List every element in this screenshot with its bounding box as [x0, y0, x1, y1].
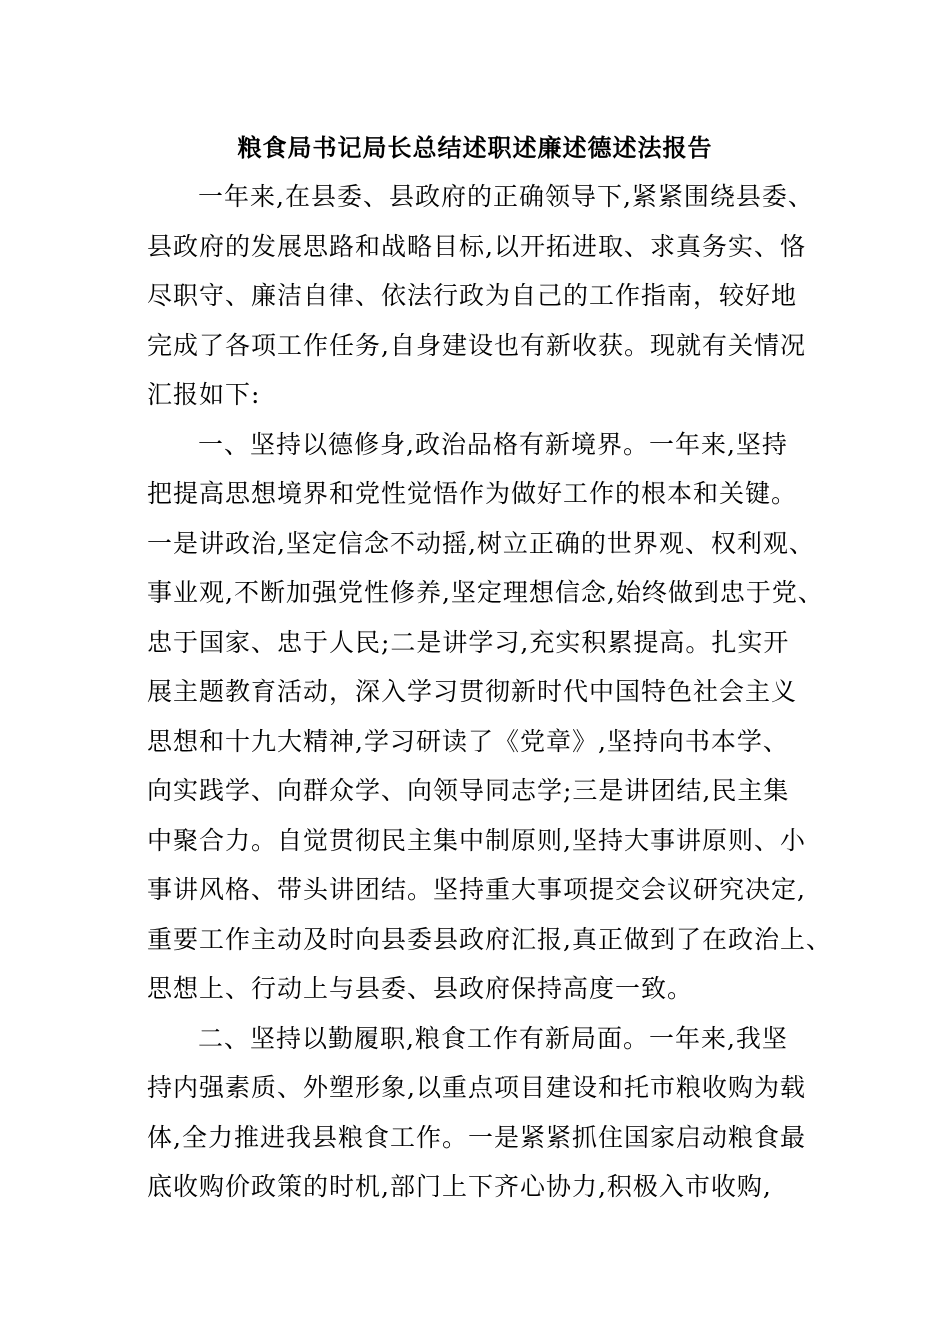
paragraph-line: 事讲风格、带头讲团结。坚持重大事项提交会议研究决定, — [147, 875, 806, 904]
paragraph-line: 事业观,不断加强党性修养,坚定理想信念,始终做到忠于党、 — [147, 578, 824, 607]
paragraph-line: 持内强素质、外塑形象,以重点项目建设和托市粮收购为载 — [147, 1073, 806, 1102]
paragraph-line: 把提高思想境界和党性觉悟作为做好工作的根本和关键。 — [147, 479, 798, 508]
paragraph-line: 一、坚持以德修身,政治品格有新境界。一年来,坚持 — [198, 430, 788, 459]
paragraph-line: 尽职守、廉洁自律、依法行政为自己的工作指南，较好地 — [147, 281, 798, 310]
paragraph-line: 向实践学、向群众学、向领导同志学;三是讲团结,民主集 — [147, 776, 790, 805]
paragraph-line: 县政府的发展思路和战略目标,以开拓进取、求真务实、恪 — [147, 232, 806, 261]
paragraph-line: 体,全力推进我县粮食工作。一是紧紧抓住国家启动粮食最 — [147, 1123, 806, 1152]
paragraph-line: 完成了各项工作任务,自身建设也有新收获。现就有关情况 — [147, 331, 806, 360]
paragraph-line: 思想上、行动上与县委、县政府保持高度一致。 — [147, 974, 694, 1003]
paragraph-line: 中聚合力。自觉贯彻民主集中制原则,坚持大事讲原则、小 — [147, 826, 806, 855]
document-title: 粮食局书记局长总结述职述廉述德述法报告 — [237, 133, 713, 162]
paragraph-line: 底收购价政策的时机,部门上下齐心协力,积极入市收购, — [147, 1172, 772, 1201]
paragraph-line: 汇报如下: — [147, 380, 261, 409]
paragraph-line: 展主题教育活动，深入学习贯彻新时代中国特色社会主义 — [147, 677, 798, 706]
paragraph-line: 重要工作主动及时向县委县政府汇报,真正做到了在政治上、 — [147, 925, 832, 954]
paragraph-line: 一是讲政治,坚定信念不动摇,树立正确的世界观、权利观、 — [147, 529, 815, 558]
paragraph-line: 思想和十九大精神,学习研读了《党章》,坚持向书本学、 — [147, 727, 789, 756]
paragraph-line: 忠于国家、忠于人民;二是讲学习,充实积累提高。扎实开 — [147, 628, 790, 657]
paragraph-line: 二、坚持以勤履职,粮食工作有新局面。一年来,我坚 — [198, 1024, 788, 1053]
paragraph-line: 一年来,在县委、县政府的正确领导下,紧紧围绕县委、 — [198, 182, 814, 211]
